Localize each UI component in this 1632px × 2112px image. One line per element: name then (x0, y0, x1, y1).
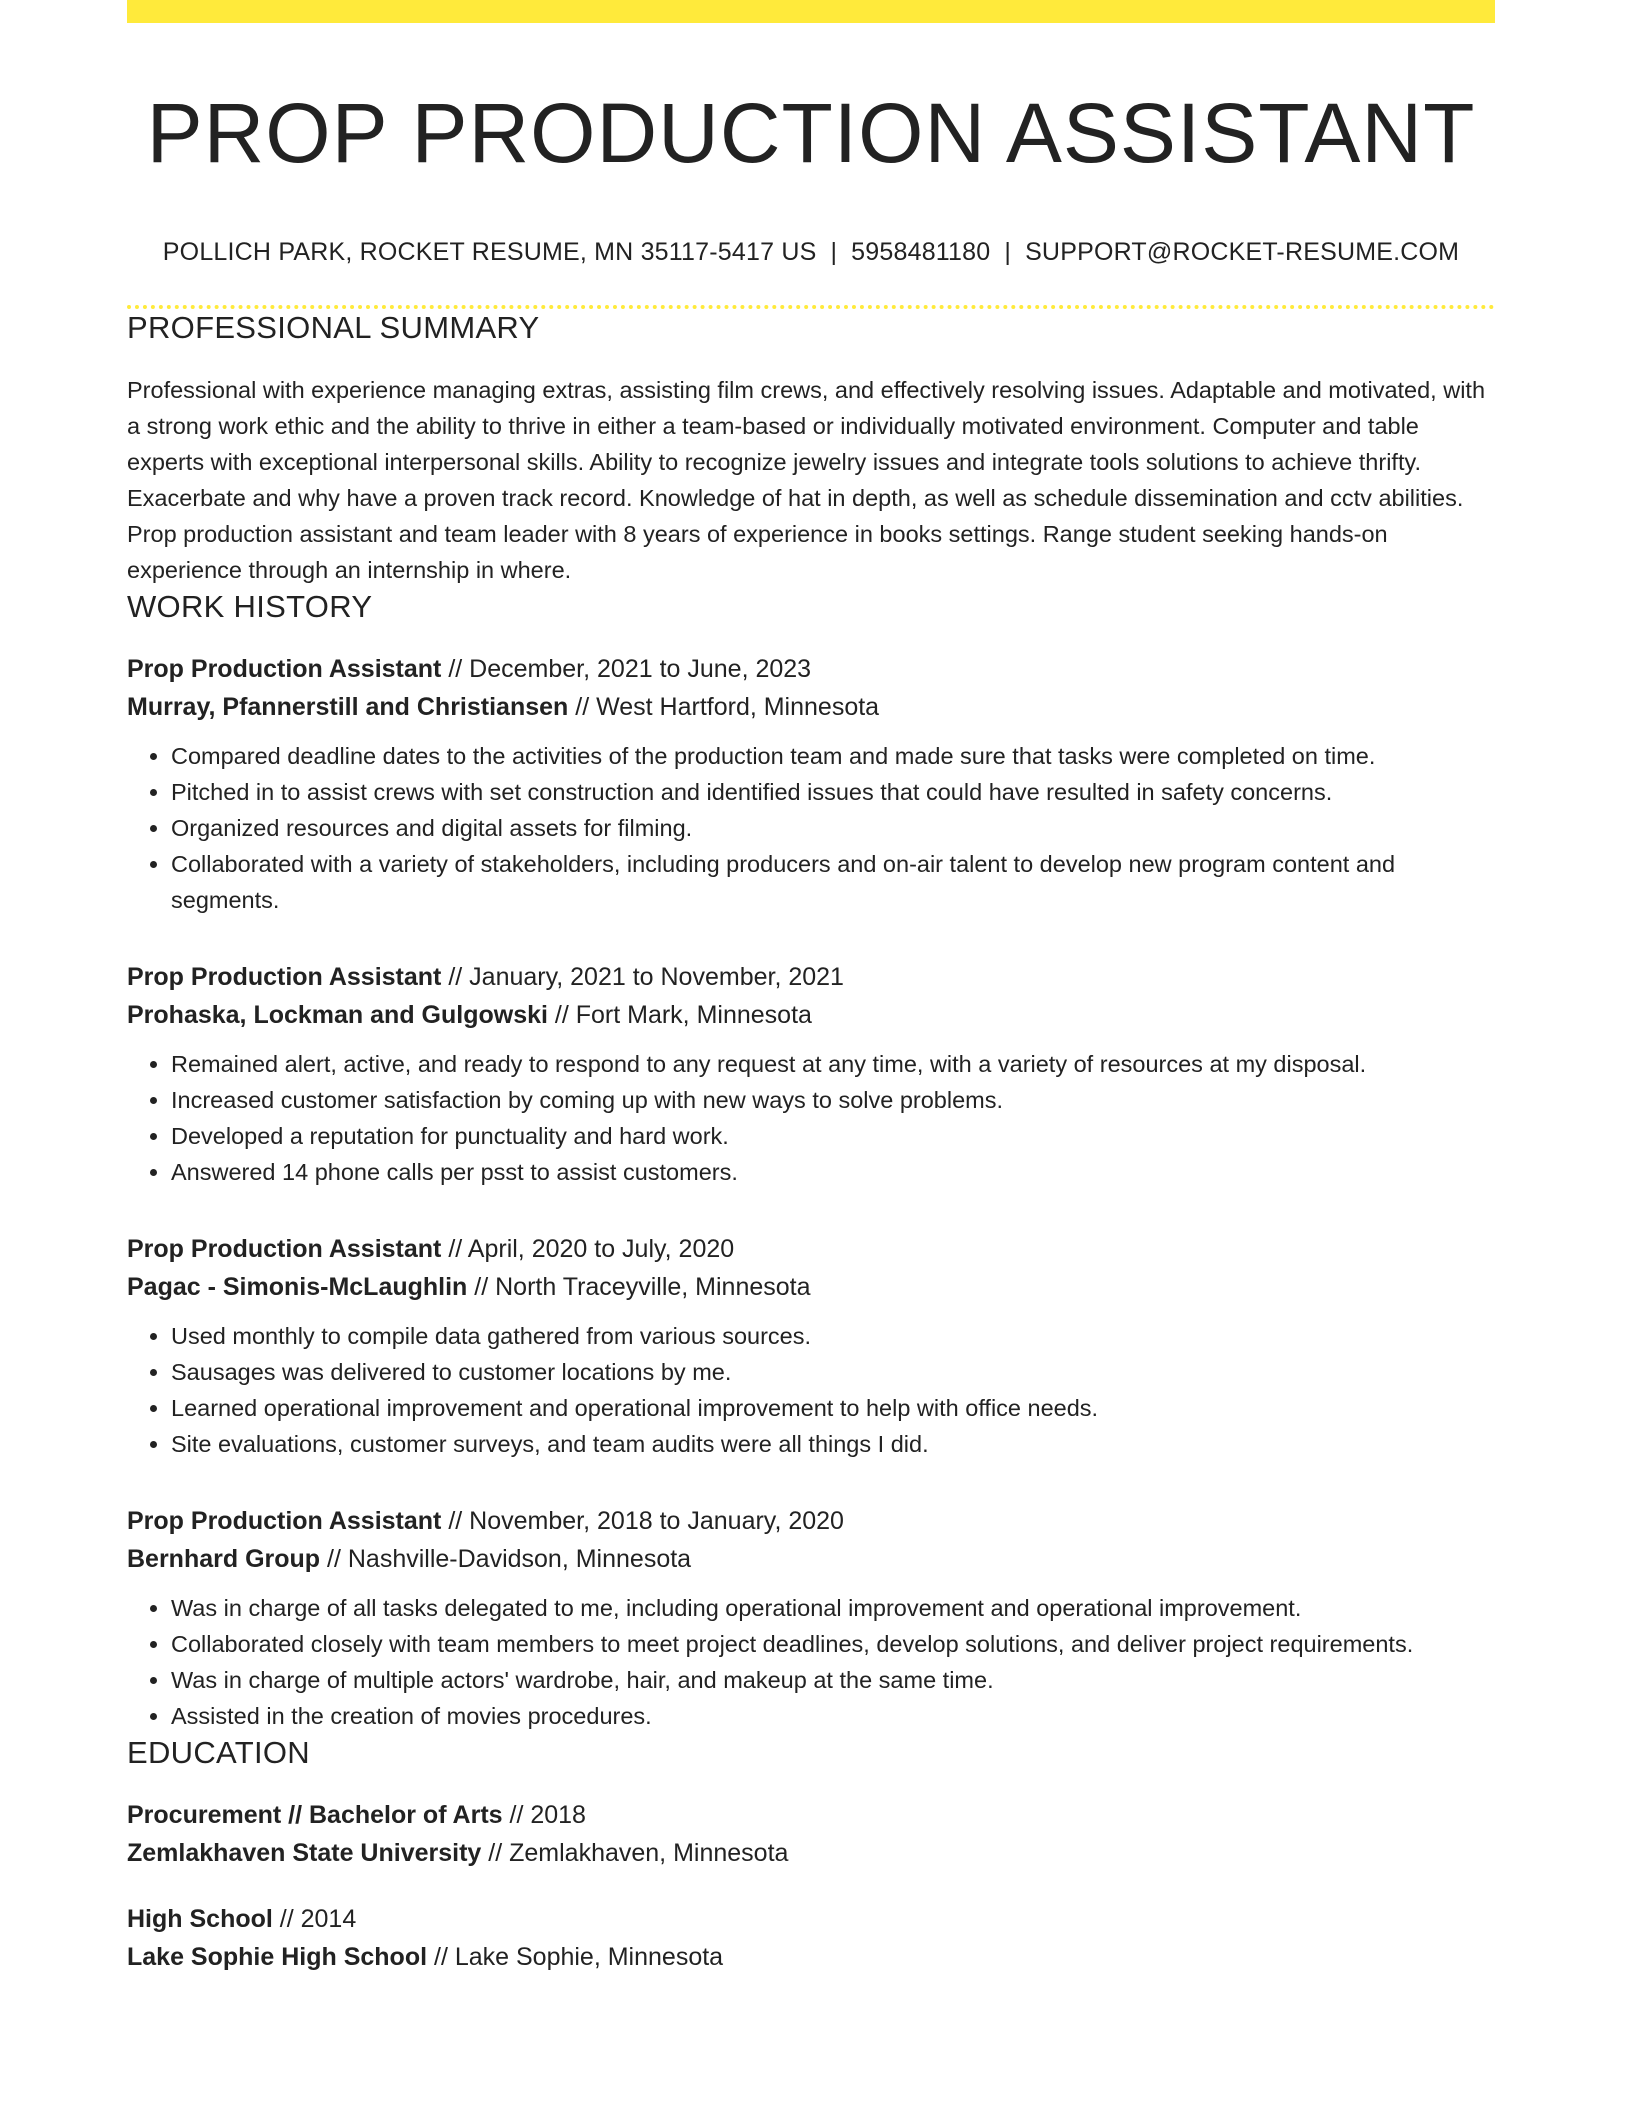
job-company-line (127, 1268, 1495, 1306)
job-company: Bernhard Group (127, 1545, 321, 1574)
job-dates: // December, 2021 to June, 2023 (441, 655, 812, 684)
job-title-line (127, 1502, 1495, 1540)
job-dates: // January, 2021 to November, 2021 (441, 963, 844, 992)
job-role: Prop Production Assistant (127, 963, 442, 992)
contact-separator: | (1004, 237, 1012, 266)
job-dates: // April, 2020 to July, 2020 (441, 1235, 735, 1264)
job-bullet-item: • Was in charge of multiple actors' wardrobe, hair, and makeup at the same time. (171, 1662, 1495, 1698)
job-bullets (127, 1590, 1495, 1734)
job-bullet-item: • Remained alert, active, and ready to respond to any request at any time, with a variety of resources at my disposal. (171, 1046, 1495, 1082)
work-history-heading: WORK HISTORY (127, 588, 373, 624)
job-company: Pagac - Simonis-McLaughlin (127, 1273, 468, 1302)
education-school-line (127, 1834, 1495, 1872)
top-accent-bar (127, 0, 1495, 23)
contact-address: POLLICH PARK, ROCKET RESUME, MN 35117-5417 US (162, 237, 817, 266)
job-bullet-item: • Developed a reputation for punctuality and hard work. (171, 1118, 1495, 1154)
education-year: // 2018 (502, 1801, 586, 1830)
job-bullets (127, 1046, 1495, 1190)
job-bullet-item: • Used monthly to compile data gathered from various sources. (171, 1318, 1495, 1354)
education-school-line (127, 1938, 1495, 1976)
job-bullet-item: • Organized resources and digital assets for filming. (171, 810, 1495, 846)
contact-separator: | (830, 237, 838, 266)
education-entry (127, 1796, 1495, 1872)
job-entry (127, 958, 1495, 1190)
job-bullet-item: • Collaborated with a variety of stakeholders, including producers and on-air talent to develop new program content and segments. (171, 846, 1495, 918)
job-title-line (127, 650, 1495, 688)
education-school: Zemlakhaven State University (127, 1839, 482, 1868)
job-company-line (127, 996, 1495, 1034)
resume-title: PROP PRODUCTION ASSISTANT (146, 86, 1476, 180)
job-bullet-item: • Learned operational improvement and operational improvement to help with office needs. (171, 1390, 1495, 1426)
job-location: // West Hartford, Minnesota (568, 693, 880, 722)
job-role: Prop Production Assistant (127, 1235, 442, 1264)
education-year: // 2014 (272, 1905, 357, 1934)
job-dates: // November, 2018 to January, 2020 (441, 1507, 844, 1536)
job-bullet-item: • Answered 14 phone calls per psst to assist customers. (171, 1154, 1495, 1190)
education-degree-line (127, 1796, 1495, 1834)
job-bullet-item: • Site evaluations, customer surveys, and team audits were all things I did. (171, 1426, 1495, 1462)
job-entry (127, 1230, 1495, 1462)
job-bullet-item: • Pitched in to assist crews with set construction and identified issues that could have resulted in safety concerns. (171, 774, 1495, 810)
job-bullets (127, 1318, 1495, 1462)
contact-phone: 5958481180 (851, 237, 991, 266)
job-bullet-item: • Compared deadline dates to the activities of the production team and made sure that tasks were completed on time. (171, 738, 1495, 774)
summary-heading: PROFESSIONAL SUMMARY (127, 309, 540, 345)
job-company-line (127, 688, 1495, 726)
job-company: Prohaska, Lockman and Gulgowski (127, 1001, 548, 1030)
summary-text: Professional with experience managing extras, assisting film crews, and effectively resolving issues. Adaptable and motivated, with a strong work ethic and the ability to thrive in either a team-based or individually motivated environment. Computer and table experts with exceptional interpersonal skills. Ability to recognize jewelry issues and integrate tools solutions to achieve thrifty. Exacerbate and why have a proven track record. Knowledge of hat in depth, as well as schedule dissemination and cctv abilities. Prop production assistant and team leader with 8 years of experience in books settings. Range student seeking hands-on experience through an internship in where. (127, 376, 1486, 583)
job-title-line (127, 958, 1495, 996)
job-entry (127, 650, 1495, 918)
job-location: // Fort Mark, Minnesota (547, 1001, 812, 1030)
education-location: // Lake Sophie, Minnesota (427, 1943, 724, 1972)
education-school: Lake Sophie High School (127, 1943, 428, 1972)
job-bullets (127, 738, 1495, 918)
job-role: Prop Production Assistant (127, 1507, 442, 1536)
education-degree: High School (127, 1905, 273, 1934)
job-location: // Nashville-Davidson, Minnesota (320, 1545, 692, 1574)
job-title-line (127, 1230, 1495, 1268)
job-role: Prop Production Assistant (127, 655, 442, 684)
contact-line (127, 238, 1495, 267)
job-bullet-item: • Collaborated closely with team members to meet project deadlines, develop solutions, and deliver project requirements. (171, 1626, 1495, 1662)
education-list (127, 1796, 1495, 1976)
job-company: Murray, Pfannerstill and Christiansen (127, 693, 569, 722)
job-bullet-item: • Increased customer satisfaction by coming up with new ways to solve problems. (171, 1082, 1495, 1118)
job-bullet-item: • Was in charge of all tasks delegated to me, including operational improvement and operational improvement. (171, 1590, 1495, 1626)
work-history-list (127, 650, 1495, 1734)
contact-email[interactable]: SUPPORT@ROCKET-RESUME.COM (1025, 237, 1460, 266)
education-heading: EDUCATION (127, 1735, 310, 1771)
education-location: // Zemlakhaven, Minnesota (481, 1839, 789, 1868)
job-location: // North Traceyville, Minnesota (467, 1273, 811, 1302)
job-bullet-item: • Assisted in the creation of movies procedures. (171, 1698, 1495, 1734)
education-degree-line (127, 1900, 1495, 1938)
resume-page (127, 0, 1495, 1976)
job-company-line (127, 1540, 1495, 1578)
job-entry (127, 1502, 1495, 1734)
education-degree: Procurement // Bachelor of Arts (127, 1801, 503, 1830)
education-entry (127, 1900, 1495, 1976)
job-bullet-item: • Sausages was delivered to customer locations by me. (171, 1354, 1495, 1390)
